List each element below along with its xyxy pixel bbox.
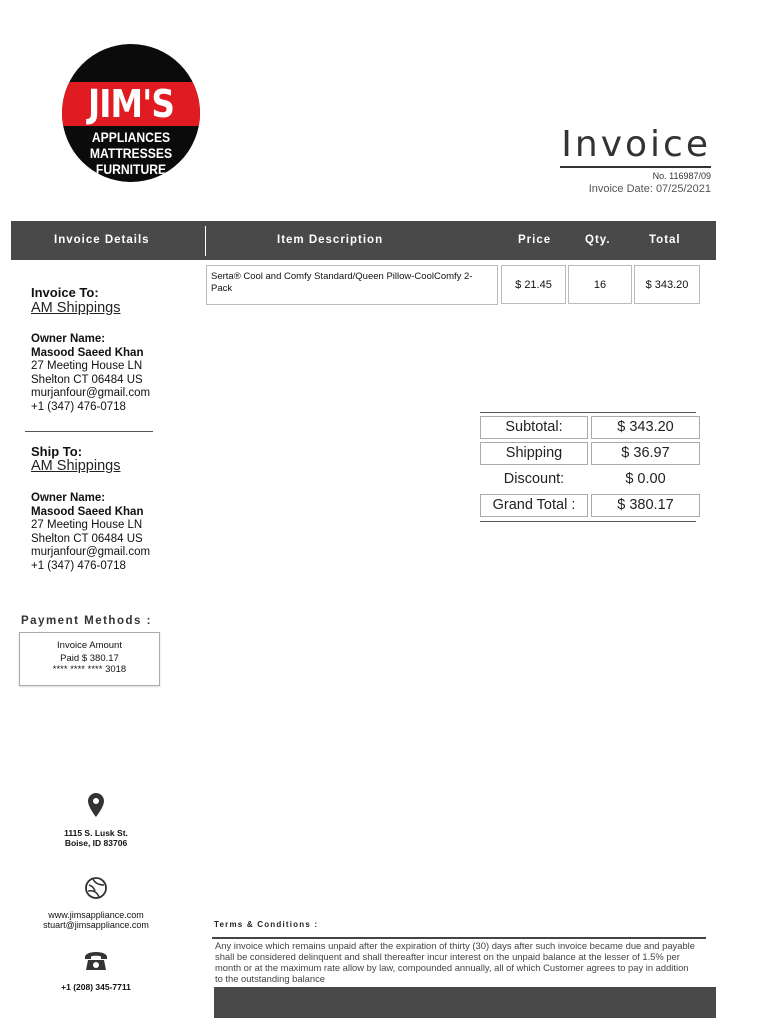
logo-line-appliances: APPLIANCES [91, 130, 171, 145]
header-total: Total [649, 234, 681, 246]
invoice-to-address1: 27 Meeting House LN [31, 360, 143, 372]
payment-paid: Paid $ 380.17 [60, 653, 119, 664]
telephone-icon [76, 950, 116, 977]
payment-card: **** **** **** 3018 [52, 664, 127, 675]
table-header-band [11, 221, 716, 260]
ship-to-address2: Shelton CT 06484 US [31, 532, 143, 545]
header-item-description: Item Description [277, 234, 384, 246]
invoice-title: Invoice [561, 124, 711, 165]
ship-to-address1: 27 Meeting House LN [31, 519, 143, 531]
invoice-to-company: AM Shippings [31, 300, 121, 316]
item-qty [568, 265, 632, 304]
payment-box [19, 632, 160, 686]
company-logo [62, 44, 200, 182]
ship-to-label: Ship To: [31, 444, 83, 459]
footer-address [20, 828, 172, 848]
ship-to-owner: Masood Saeed Khan [31, 505, 144, 518]
discount-value: $ 0.00 [591, 468, 700, 491]
footer-phone: +1 (208) 345-7711 [61, 982, 131, 992]
globe-icon [76, 876, 116, 905]
header-invoice-details: Invoice Details [54, 234, 150, 246]
invoice-to-owner: Masood Saeed Khan [31, 346, 144, 359]
logo-line-mattresses: MATTRESSES [89, 146, 173, 161]
discount-label: Discount: [480, 468, 588, 491]
totals-top-rule [480, 412, 696, 413]
item-qty-value: 16 [593, 278, 607, 291]
ship-to-phone: +1 (347) 476-0718 [31, 559, 126, 572]
item-price-value: $ 21.45 [515, 278, 552, 291]
invoice-to-label: Invoice To: [31, 285, 99, 300]
terms-rule [212, 937, 706, 939]
terms-text: Any invoice which remains unpaid after the expiration of thirty (30) days after such invoice became due and payable shall be considered delinquent and shall thereafter incur interest on the unpaid balance at the lesser of 1.5% per month or at the maximum rate allow by law, compounded annually, all of which Customer agrees to pay in addition to the outstanding balance [215, 940, 695, 984]
payment-methods-title: Payment Methods : [21, 615, 152, 627]
section-divider [25, 431, 153, 432]
header-separator [205, 226, 206, 256]
item-price [501, 265, 566, 304]
ship-to-company: AM Shippings [31, 458, 121, 474]
subtotal-label: Subtotal: [480, 416, 588, 439]
item-total-value: $ 343.20 [645, 278, 689, 291]
footer-website[interactable]: www.jimsappliance.com [48, 910, 144, 920]
location-pin-icon [76, 793, 116, 822]
footer-address1: 1115 S. Lusk St. [64, 828, 128, 838]
grand-total-label: Grand Total : [480, 494, 588, 517]
shipping-value: $ 36.97 [591, 442, 700, 465]
totals-bottom-rule [480, 521, 696, 522]
invoice-date: Invoice Date: 07/25/2021 [588, 183, 711, 195]
terms-title: Terms & Conditions : [214, 920, 319, 929]
invoice-to-phone: +1 (347) 476-0718 [31, 400, 126, 413]
payment-amount-label: Invoice Amount [57, 640, 122, 651]
ship-to-details [31, 492, 150, 573]
footer-address2: Boise, ID 83706 [64, 838, 128, 848]
footer-band [214, 987, 716, 1018]
title-underline [560, 166, 711, 168]
invoice-to-email: murjanfour@gmail.com [31, 387, 151, 399]
header-price: Price [518, 234, 552, 246]
logo-line-furniture: FURNITURE [95, 162, 167, 177]
invoice-to-owner-label: Owner Name: [31, 333, 106, 345]
item-total [634, 265, 700, 304]
item-description: Serta® Cool and Comfy Standard/Queen Pillow-CoolComfy 2-Pack [206, 265, 498, 305]
invoice-to-details [31, 333, 150, 414]
subtotal-value: $ 343.20 [591, 416, 700, 439]
ship-to-email: murjanfour@gmail.com [31, 546, 151, 558]
grand-total-value: $ 380.17 [591, 494, 700, 517]
ship-to-owner-label: Owner Name: [31, 492, 106, 504]
shipping-label: Shipping [480, 442, 588, 465]
footer-email[interactable]: stuart@jimsappliance.com [43, 920, 149, 930]
invoice-to-address2: Shelton CT 06484 US [31, 373, 143, 386]
footer-web [20, 910, 172, 930]
logo-brand: JIM'S [87, 82, 175, 126]
invoice-number: No. 116987/09 [652, 171, 711, 181]
header-qty: Qty. [585, 234, 611, 246]
